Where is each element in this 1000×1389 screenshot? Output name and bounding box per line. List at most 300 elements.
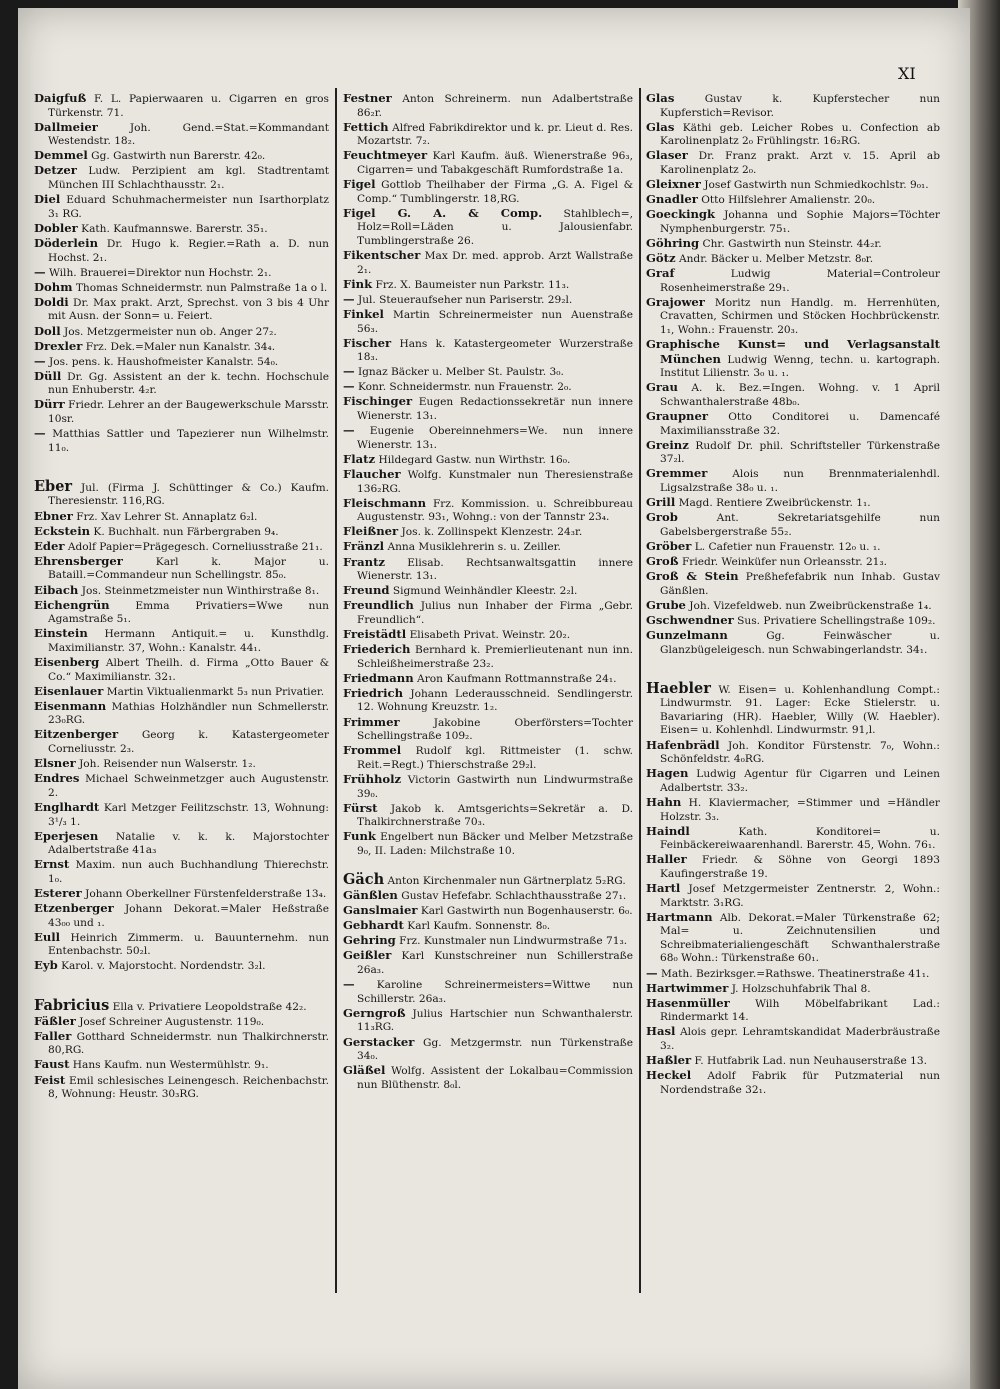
entry-name: Freundlich [343, 598, 414, 613]
entry-name: Gerngroß [343, 1005, 406, 1020]
entry-name: Gerstacker [343, 1034, 415, 1049]
entry-text: Konr. Schneidermstr. nun Frauenstr. 2₀. [357, 381, 572, 394]
directory-entry [343, 830, 633, 858]
entry-text: Matthias Sattler und Tapezierer nun Wilhelmstr. 11₀. [48, 428, 329, 454]
entry-name: Doldi [34, 294, 69, 309]
entry-name: Hahn [646, 794, 682, 809]
directory-entry [646, 825, 940, 853]
entry-text: Adolf Papier=Prägegesch. Corneliusstraße 21₁. [67, 540, 323, 553]
directory-entry [34, 959, 329, 974]
entry-text: Ludw. Perzipient am kgl. Stadtrentamt München III Schlachthausstr. 2₁. [48, 165, 329, 192]
directory-entry [34, 931, 329, 959]
entry-name: Hasl [646, 1024, 676, 1039]
directory-entry [646, 296, 940, 338]
entry-text: Gg. Feinwäscher u. Glanzbügeleigesch. nun Schwabingerlandstr. 34₁. [660, 629, 940, 656]
directory-entry [646, 439, 940, 467]
directory-entry [343, 468, 633, 496]
entry-name: Grob [646, 510, 678, 525]
entry-text: Ella v. Privatiere Leopoldstraße 42₂. [112, 1000, 307, 1013]
directory-entry [646, 570, 940, 598]
directory-entry [343, 424, 633, 452]
entry-text: Wilh Möbelfabrikant Lad.: Rindermarkt 14. [660, 997, 940, 1024]
directory-entry [34, 222, 329, 237]
directory-entry [343, 92, 633, 120]
entry-text: Dr. Max prakt. Arzt, Sprechst. von 3 bis 4 Uhr mit Ausn. der Sonn= u. Feiert. [48, 296, 330, 323]
directory-entry [343, 687, 633, 715]
entry-name: — [34, 353, 46, 368]
entry-text: Joh. Reisender nun Walserstr. 1₂. [79, 758, 256, 771]
entry-text: Kath. Konditorei= u. Feinbäckereiwaarenhandl. Barerstr. 45, Wohn. 76₁. [660, 825, 940, 852]
entry-text: Alb. Dekorat.=Maler Türkenstraße 62; Mal= u. Zeichnutensilien und Schreibmaterialiengeschäft Schwanthalerstraße 68₀ Wohn.: Türkenstraße 60₁. [660, 911, 940, 965]
directory-entry [34, 525, 329, 540]
entry-text: F. Hutfabrik Lad. nun Neuhauserstraße 13. [694, 1055, 927, 1068]
entry-name: Eber [34, 477, 73, 495]
directory-entry [343, 278, 633, 293]
directory-entry [34, 902, 329, 930]
directory-entry [646, 467, 940, 495]
entry-name: Drexler [34, 338, 83, 353]
directory-entry [34, 772, 329, 800]
entry-text: Karl Metzger Feilitzschstr. 13, Wohnung: 3¹/₃ 1. [48, 801, 329, 828]
entry-text: Gotthard Schneidermstr. nun Thalkirchnerstr. 80,RG. [48, 1030, 329, 1057]
directory-entry [34, 237, 329, 265]
entry-name: Eyb [34, 958, 58, 973]
entry-name: — [343, 977, 355, 992]
entry-name: Endres [34, 771, 80, 786]
entry-text: Frz. Dek.=Maler nun Kanalstr. 34₄. [85, 340, 276, 353]
directory-entry [646, 882, 940, 910]
entry-text: Jakobine Oberförsters=Tochter Schellingstraße 109₂. [357, 716, 633, 743]
directory-column-2 [343, 92, 633, 1093]
entry-name: Graphische Kunst= und Verlagsanstalt München [646, 337, 940, 366]
entry-name: Flatz [343, 451, 376, 466]
entry-name: Haller [646, 852, 687, 867]
entry-name: Goeckingk [646, 207, 716, 222]
entry-text: Jos. pens. k. Haushofmeister Kanalstr. 54₀. [48, 355, 279, 368]
entry-name: Glas [646, 119, 675, 134]
entry-text: A. k. Bez.=Ingen. Wohng. v. 1 April Schwanthalerstraße 48b₀. [660, 382, 940, 408]
directory-entry [646, 252, 940, 267]
directory-entry [34, 996, 329, 1015]
entry-name: Gehring [343, 933, 396, 948]
entry-text: Josef Schreiner Augustenstr. 119₀. [79, 1015, 265, 1028]
entry-name: Friederich [343, 642, 411, 657]
entry-name: Etzenberger [34, 901, 114, 916]
entry-text: Hermann Antiquit.= u. Kunsthdlg. Maximilianstr. 37, Wohn.: Kanalstr. 44₁. [48, 628, 329, 654]
directory-column-3 [646, 92, 940, 1098]
entry-name: Dohm [34, 279, 73, 294]
entry-name: Daigfuß [34, 91, 87, 105]
directory-entry [34, 1058, 329, 1073]
entry-name: Doll [34, 323, 61, 338]
entry-text: Anna Musiklehrerin s. u. Zeiller. [387, 541, 561, 554]
directory-entry [646, 496, 940, 511]
directory-entry [34, 700, 329, 728]
entry-text: Kath. Kaufmannswe. Barerstr. 35₁. [81, 222, 268, 235]
entry-text: Hans k. Katastergeometer Wurzerstraße 18₃. [357, 337, 633, 364]
entry-name: Eisenberg [34, 654, 100, 669]
entry-name: Gänßlen [343, 888, 398, 903]
entry-text: Ludwig Wenng, techn. u. kartograph. Institut Lilienstr. 3₀ u. ₁. [660, 353, 940, 380]
entry-name: Gschwendner [646, 612, 734, 627]
entry-text: Dr. Franz prakt. Arzt v. 15. April ab Karolinenplatz 2₀. [660, 150, 940, 176]
directory-entry [343, 207, 633, 249]
directory-entry [646, 911, 940, 966]
entry-text: Gustav Hefefabr. Schlachthausstraße 27₁. [401, 890, 627, 903]
directory-entry [34, 370, 329, 398]
entry-name: Finkel [343, 306, 384, 321]
entry-text: Käthi geb. Leicher Robes u. Confection ab Karolinenplatz 2₀ Frühlingstr. 16₂RG. [660, 121, 940, 148]
entry-text: Ludwig Material=Controleur Rosenheimerstraße 29₁. [660, 268, 940, 294]
entry-text: Heinrich Zimmerm. u. Bauunternehm. nun Entenbachstr. 50₂l. [48, 931, 329, 958]
entry-text: Jul. (Firma J. Schüttinger & Co.) Kaufm. Theresienstr. 116,RG. [48, 481, 329, 508]
entry-name: — [34, 426, 46, 441]
entry-text: Johanna und Sophie Majors=Töchter Nymphenburgerstr. 75₁. [660, 209, 940, 235]
entry-text: Julius nun Inhaber der Firma „Gebr. Freundlich“. [357, 600, 633, 626]
entry-name: Groß [646, 554, 679, 568]
entry-name: — [646, 965, 658, 980]
entry-name: Fischer [343, 335, 392, 350]
entry-name: Fürst [343, 800, 378, 815]
entry-text: Engelbert nun Bäcker und Melber Metzstraße 9₀, II. Laden: Milchstraße 10. [357, 831, 633, 857]
directory-entry [343, 556, 633, 584]
entry-text: Karl Kunstschreiner nun Schillerstraße 26a₃. [357, 950, 633, 977]
entry-text: Georg k. Katastergeometer Corneliusstr. 2₃. [48, 729, 329, 756]
column-divider [639, 88, 641, 1293]
entry-text: Otto Conditorei u. Damencafé Maximiliansstraße 32. [660, 411, 940, 437]
entry-name: Grajower [646, 294, 705, 309]
section-gap [34, 456, 329, 480]
entry-name: Fikentscher [343, 248, 421, 263]
entry-name: Gebhardt [343, 918, 404, 933]
entry-text: Chr. Gastwirth nun Steinstr. 44₂r. [702, 237, 882, 250]
directory-entry [646, 555, 940, 570]
entry-name: Englhardt [34, 799, 100, 814]
entry-text: Maxim. nun auch Buchhandlung Thierechstr. 1₀. [48, 859, 329, 885]
entry-name: Graupner [646, 409, 708, 424]
entry-name: Hartwimmer [646, 980, 729, 995]
directory-entry [646, 237, 940, 252]
directory-entry [343, 978, 633, 1006]
entry-name: Eder [34, 538, 65, 553]
entry-text: Natalie v. k. k. Majorstochter Adalbertstraße 41a₃ [48, 830, 329, 857]
entry-name: Haindl [646, 823, 690, 838]
entry-name: Diel [34, 192, 61, 207]
entry-name: Eisenlauer [34, 683, 104, 698]
section-gap [343, 859, 633, 873]
directory-entry [646, 767, 940, 795]
directory-entry [343, 1036, 633, 1064]
directory-entry [343, 497, 633, 525]
entry-name: Figel [343, 177, 376, 192]
directory-entry [343, 1007, 633, 1035]
entry-name: Elsner [34, 756, 76, 771]
entry-name: Hartl [646, 880, 681, 895]
directory-entry [34, 325, 329, 340]
directory-entry [343, 744, 633, 772]
directory-entry [646, 92, 940, 120]
directory-entry [34, 540, 329, 555]
entry-text: Friedr. Weinküfer nun Orleansstr. 21₃. [681, 556, 888, 568]
entry-text: Wolfg. Kunstmaler nun Theresienstraße 136₂RG. [357, 468, 633, 495]
entry-text: Dr. Gg. Assistent an der k. techn. Hochschule nun Enhuberstr. 4₂r. [48, 370, 329, 397]
entry-name: Fettich [343, 119, 389, 134]
directory-entry [34, 728, 329, 756]
directory-entry [343, 599, 633, 627]
directory-entry [34, 1074, 329, 1102]
entry-text: Eugenie Obereinnehmers=We. nun innere Wienerstr. 13₁. [357, 425, 633, 451]
entry-name: Faust [34, 1057, 70, 1072]
entry-text: Anton Kirchenmaler nun Gärtnerplatz 5₂RG. [387, 874, 626, 887]
entry-text: Friedr. & Söhne von Georgi 1893 Kaufingerstraße 19. [660, 854, 940, 880]
entry-name: Dobler [34, 220, 78, 235]
entry-name: Graf [646, 266, 675, 281]
entry-text: W. Eisen= u. Kohlenhandlung Compt.: Lindwurmstr. 91. Lager: Ecke Stielerstr. u. Bavariaring (HR). Haebler, Willy (W. Haebler). Eisen= u. Kohlenhdl. Lindwurmstr. 91,l. [660, 683, 940, 737]
entry-text: Joh. Vizefeldweb. nun Zweibrückenstraße 1₄. [689, 599, 932, 612]
entry-text: Emil schlesisches Leinengesch. Reichenbachstr. 8, Wohnung: Heustr. 30₃RG. [48, 1074, 329, 1101]
directory-entry [34, 656, 329, 684]
entry-text: Josef Gastwirth nun Schmiedkochlstr. 9₀₁. [704, 179, 929, 192]
entry-text: Jos. Metzgermeister nun ob. Anger 27₂. [63, 325, 277, 338]
entry-text: Hildegard Gastw. nun Wirthstr. 16₀. [378, 453, 571, 466]
entry-text: Magd. Rentiere Zweibrückenstr. 1₁. [678, 497, 871, 510]
entry-text: Eduard Schuhmachermeister nun Isarthorplatz 3₁ RG. [48, 194, 329, 220]
directory-entry [646, 679, 940, 738]
entry-name: Fleischmann [343, 495, 427, 510]
directory-entry [646, 982, 940, 997]
entry-text: Karoline Schreinermeisters=Wittwe nun Schillerstr. 26a₃. [357, 979, 633, 1005]
directory-entry [343, 949, 633, 977]
entry-text: Adolf Fabrik für Putzmaterial nun Nordendstraße 32₁. [660, 1070, 940, 1096]
entry-text: Max Dr. med. approb. Arzt Wallstraße 2₁. [357, 250, 634, 276]
entry-name: Demmel [34, 148, 88, 163]
entry-text: Alois gepr. Lehramtskandidat Maderbräustraße 3₂. [660, 1026, 940, 1052]
entry-name: Ganslmaier [343, 903, 418, 918]
entry-text: Ludwig Agentur für Cigarren und Leinen Adalbertstr. 33₂. [660, 768, 940, 794]
directory-entry [343, 628, 633, 643]
directory-entry [343, 453, 633, 468]
entry-text: Gg. Gastwirth nun Barerstr. 42₀. [91, 150, 266, 163]
directory-entry [34, 398, 329, 426]
entry-text: Elisabeth Privat. Weinstr. 20₂. [409, 628, 571, 641]
directory-entry [34, 266, 329, 281]
entry-name: Gröber [646, 538, 692, 553]
entry-name: Greinz [646, 437, 689, 452]
directory-entry [646, 739, 940, 767]
directory-entry [34, 627, 329, 655]
entry-text: K. Buchhalt. nun Färbergraben 9₄. [93, 525, 279, 538]
entry-name: Fabricius [34, 996, 110, 1014]
entry-text: Elisab. Rechtsanwaltsgattin innere Wienerstr. 13₁. [357, 556, 633, 583]
entry-text: Julius Hartschier nun Schwanthalerstr. 11₃RG. [357, 1007, 634, 1034]
entry-name: Ehrensberger [34, 553, 123, 568]
directory-entry [34, 757, 329, 772]
directory-entry [34, 92, 329, 120]
entry-name: Funk [343, 829, 376, 844]
directory-entry [343, 178, 633, 206]
directory-entry [34, 193, 329, 221]
entry-name: Eckstein [34, 523, 91, 538]
entry-name: Gäch [343, 870, 385, 888]
directory-entry [343, 904, 633, 919]
entry-name: Gremmer [646, 466, 708, 481]
entry-name: Eibach [34, 582, 79, 597]
entry-text: Jul. Steueraufseher nun Pariserstr. 29₂l. [357, 293, 573, 306]
directory-entry [646, 614, 940, 629]
entry-text: Wilh. Brauerei=Direktor nun Hochstr. 2₁. [48, 266, 272, 279]
directory-entry [34, 1030, 329, 1058]
entry-name: Geißler [343, 948, 392, 963]
entry-name: Eichengrün [34, 597, 110, 612]
entry-name: Hasenmüller [646, 995, 730, 1010]
directory-entry [343, 773, 633, 801]
entry-name: Eisenmann [34, 698, 107, 713]
directory-entry [34, 887, 329, 902]
entry-text: J. Holzschuhfabrik Thal 8. [731, 982, 871, 995]
entry-text: Hans Kaufm. nun Westermühlstr. 9₁. [72, 1059, 269, 1072]
section-gap [646, 658, 940, 682]
entry-text: Jakob k. Amtsgerichts=Sekretär a. D. Thalkirchnerstraße 70₃. [357, 802, 633, 829]
directory-entry [646, 853, 940, 881]
entry-name: Ernst [34, 857, 70, 872]
entry-text: Friedr. Lehrer an der Baugewerkschule Marsstr. 10sr. [48, 399, 329, 426]
entry-name: Feist [34, 1072, 66, 1087]
entry-text: Martin Schreinermeister nun Auenstraße 56₃. [357, 308, 634, 335]
entry-name: Hagen [646, 766, 689, 781]
entry-text: Josef Metzgermeister Zentnerstr. 2, Wohn.: Marktstr. 3₁RG. [660, 882, 940, 909]
entry-text: Alfred Fabrikdirektor und k. pr. Lieut d. Res. Mozartstr. 7₂. [357, 121, 633, 148]
entry-text: Emma Privatiers=Wwe nun Agamstraße 5₁. [48, 599, 329, 626]
directory-entry [646, 967, 940, 982]
directory-entry [343, 121, 633, 149]
entry-text: Gustav k. Kupferstecher nun Kupferstich=Revisor. [660, 93, 941, 119]
entry-text: Anton Schreinerm. nun Adalbertstraße 86₂r. [357, 93, 634, 119]
entry-text: Eugen Redactionssekretär nun innere Wienerstr. 13₁. [357, 396, 633, 423]
entry-name: Gnadler [646, 192, 698, 207]
directory-entry [34, 830, 329, 858]
entry-name: Eperjesen [34, 828, 99, 843]
entry-text: Karl Gastwirth nun Bogenhauserstr. 6₀. [420, 905, 633, 918]
directory-entry [646, 267, 940, 295]
entry-name: — [343, 423, 355, 438]
directory-entry [646, 1054, 940, 1069]
entry-text: Alois nun Brennmaterialenhdl. Ligsalzstraße 38₀ u. ₁. [660, 468, 940, 495]
directory-entry [343, 672, 633, 687]
entry-name: Döderlein [34, 235, 98, 250]
directory-entry [646, 338, 940, 381]
entry-text: Jos. k. Zollinspekt Klenzestr. 24₃r. [401, 526, 583, 539]
directory-entry [34, 121, 329, 149]
directory-entry [343, 870, 633, 889]
entry-text: Johann Oberkellner Fürstenfelderstraße 13₄. [85, 887, 327, 900]
entry-text: Sus. Privatiere Schellingstraße 109₂. [737, 614, 936, 627]
directory-entry [34, 584, 329, 599]
directory-entry [343, 919, 633, 934]
directory-entry [343, 249, 633, 277]
entry-text: Bernhard k. Premierlieutenant nun inn. Schleißheimerstraße 23₂. [357, 644, 633, 670]
entry-name: Feuchtmeyer [343, 148, 428, 163]
directory-entry [646, 178, 940, 193]
entry-text: Joh. Gend.=Stat.=Kommandant Westendstr. 18₂. [48, 121, 329, 148]
entry-name: Götz [646, 251, 676, 266]
directory-column-1 [34, 92, 329, 1102]
entry-text: Thomas Schneidermstr. nun Palmstraße 1a o l. [75, 281, 328, 294]
entry-text: Preßhefefabrik nun Inhab. Gustav Gänßlen. [660, 571, 941, 597]
entry-text: Gottlob Theilhaber der Firma „G. A. Figel & Comp.“ Tumblingerstr. 18,RG. [357, 179, 633, 205]
directory-entry [343, 308, 633, 336]
directory-entry [34, 149, 329, 164]
directory-entry [343, 293, 633, 308]
entry-text: Albert Theilh. d. Firma „Otto Bauer & Co.“ Maximilianstr. 32₁. [48, 656, 329, 683]
directory-entry [34, 858, 329, 886]
entry-text: Johann Dekorat.=Maler Heßstraße 43₀₀ und ₁. [48, 903, 329, 929]
entry-text: Frz. Kommission. u. Schreibbureau Augustenstr. 93₁, Wohng.: von der Tannstr 23₄. [357, 497, 633, 524]
entry-text: Gg. Metzgermstr. nun Türkenstraße 34₀. [357, 1036, 633, 1063]
directory-entry [34, 281, 329, 296]
entry-text: Frz. Kunstmaler nun Lindwurmstraße 71₃. [399, 935, 628, 948]
column-divider [335, 88, 337, 1293]
entry-name: — [343, 379, 355, 394]
directory-entry [343, 149, 633, 177]
entry-text: Joh. Konditor Fürstenstr. 7₀, Wohn.: Schönfeldstr. 4₀RG. [660, 739, 941, 766]
directory-entry [646, 511, 940, 539]
entry-name: Ebner [34, 508, 73, 523]
directory-entry [34, 355, 329, 370]
directory-entry [343, 540, 633, 555]
entry-text: Victorin Gastwirth nun Lindwurmstraße 39₀. [357, 773, 633, 800]
entry-name: Grill [646, 495, 676, 510]
entry-name: Festner [343, 91, 392, 105]
entry-text: L. Cafetier nun Frauenstr. 12₀ u. ₁. [694, 540, 881, 553]
directory-entry [343, 716, 633, 744]
entry-name: Dallmeier [34, 119, 98, 134]
directory-entry [34, 1015, 329, 1030]
directory-entry [343, 889, 633, 904]
directory-entry [646, 599, 940, 614]
entry-name: Göhring [646, 235, 700, 250]
section-gap [34, 975, 329, 999]
entry-text: Mathias Holzhändler nun Schmellerstr. 23₀RG. [48, 700, 329, 727]
entry-name: Fischinger [343, 394, 413, 409]
entry-text: Wolfg. Assistent der Lokalbau=Commission nun Blüthenstr. 8₀l. [357, 1065, 633, 1091]
directory-entry [34, 477, 329, 509]
entry-name: Esterer [34, 885, 82, 900]
directory-entry [646, 381, 940, 409]
directory-entry [34, 510, 329, 525]
page-number: XI [898, 64, 916, 83]
entry-name: Freistädtl [343, 626, 407, 641]
entry-name: Fäßler [34, 1013, 76, 1028]
directory-entry [646, 1069, 940, 1097]
directory-entry [646, 997, 940, 1025]
directory-entry [343, 395, 633, 423]
entry-text: Moritz nun Handlg. m. Herrenhüten, Cravatten, Schirmen und Stöcken Hochbrückenstr. 1₁, Wohn.: Frauenstr. 20₃. [660, 296, 940, 336]
entry-text: Karl Kaufm. äuß. Wienerstraße 96₃, Cigarren= und Tabakgeschäft Rumfordstraße 1a. [357, 150, 633, 176]
entry-name: Düll [34, 368, 62, 383]
directory-entry [34, 555, 329, 583]
directory-entry [343, 365, 633, 380]
entry-text: Ignaz Bäcker u. Melber St. Paulstr. 3₀. [357, 366, 564, 379]
entry-name: — [34, 264, 46, 279]
entry-name: Fleißner [343, 524, 399, 539]
directory-entry [34, 340, 329, 355]
entry-name: Dürr [34, 397, 65, 412]
entry-text: Karl Kaufm. Sonnenstr. 8₀. [407, 920, 551, 933]
entry-text: Martin Viktualienmarkt 5₃ nun Privatier. [106, 685, 325, 698]
entry-text: Dr. Hugo k. Regier.=Rath a. D. nun Hochst. 2₁. [48, 237, 329, 264]
directory-entry [34, 801, 329, 829]
entry-text: Jos. Steinmetzmeister nun Winthirstraße 8₁. [81, 584, 320, 597]
